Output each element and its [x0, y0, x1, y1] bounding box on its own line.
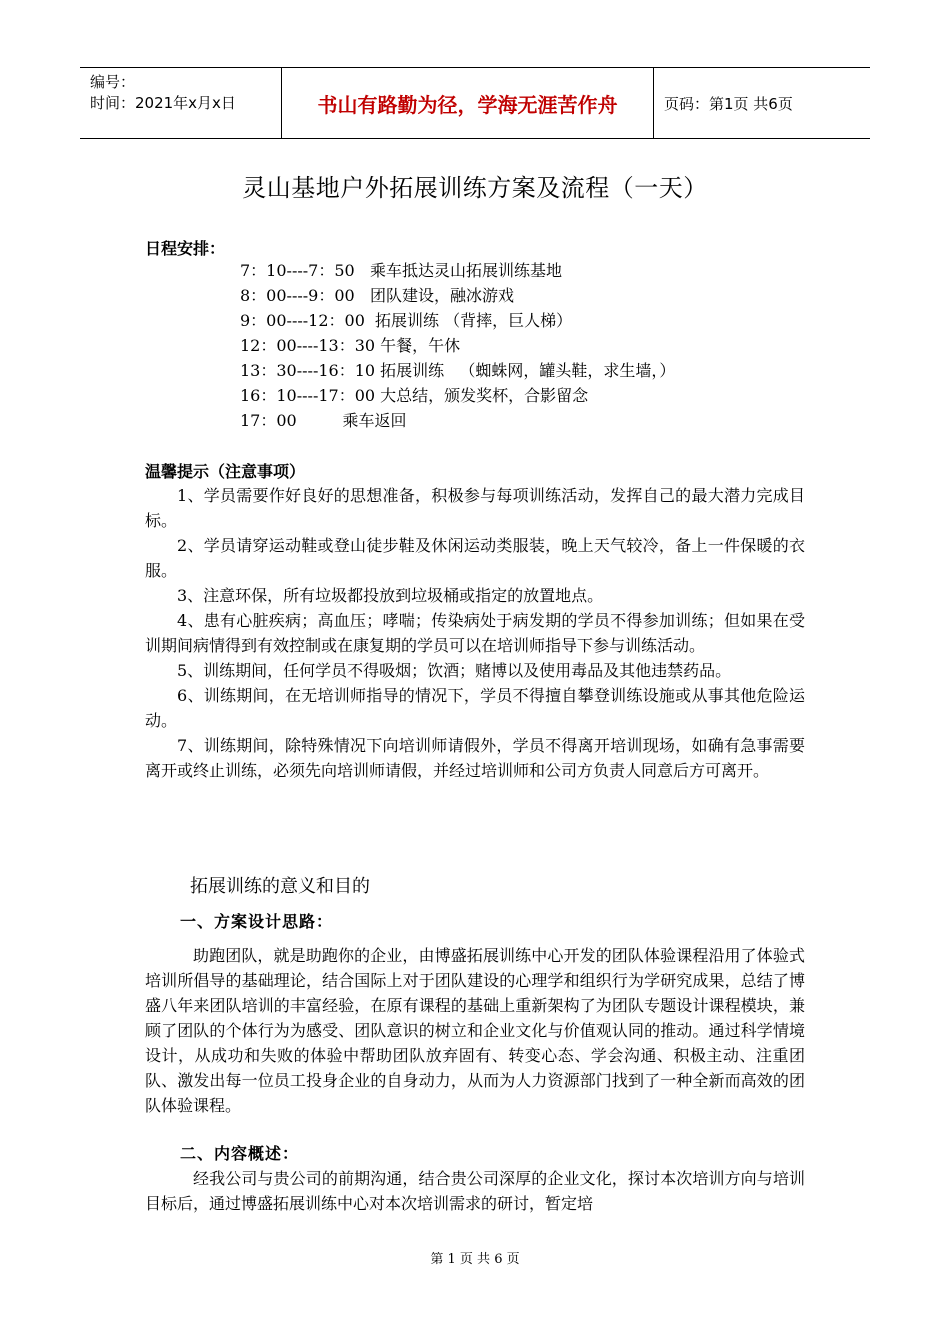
note-item: 2、学员请穿运动鞋或登山徒步鞋及休闲运动类服装，晚上天气较冷，备上一件保暖的衣服。	[145, 536, 805, 580]
page-footer: 第 1 页 共 6 页	[430, 1252, 520, 1267]
header-page-info: 页码：第1页 共6页	[664, 94, 793, 113]
schedule-item: 17：00 乘车返回	[240, 411, 407, 430]
header-table	[80, 67, 870, 139]
section-heading-overview: 二、内容概述：	[180, 1144, 300, 1163]
section-heading-design: 一、方案设计思路：	[180, 912, 334, 931]
header-motto: 书山有路勤为径，学海无涯苦作舟	[282, 68, 654, 138]
design-paragraph: 助跑团队，就是助跑你的企业，由博盛拓展训练中心开发的团队体验课程沿用了体验式培训所倡导的基础理论，结合国际上对于团队建设的心理学和组织行为学研究成果，总结了博盛八年来团队培训的丰富经验，在原有课程的基础上重新架构了为团队专题设计课程模块，兼顾了团队的个体行为为感受、团队意识的树立和企业文化与价值观认同的推动。通过科学情境设计，从成功和失败的体验中帮助团队放弃固有、转变心态、学会沟通、积极主动、注重团队、激发出每一位员工投身企业的自身动力，从而为人力资源部门找到了一种全新而高效的团队体验课程。	[145, 946, 805, 1115]
note-item: 3、注意环保，所有垃圾都投放到垃圾桶或指定的放置地点。	[177, 586, 604, 605]
schedule-item: 9：00----12：00 拓展训练 （背摔，巨人梯）	[240, 311, 573, 330]
document-number: 编号：	[90, 73, 136, 91]
schedule-item: 8：00----9：00 团队建设，融冰游戏	[240, 286, 514, 305]
notes-list	[145, 483, 805, 783]
schedule-label: 日程安排：	[145, 239, 226, 258]
header-meta	[80, 68, 282, 138]
document-date: 时间：2021年x月x日	[90, 94, 236, 112]
schedule-list	[240, 258, 840, 433]
schedule-item: 7：10----7：50 乘车抵达灵山拓展训练基地	[240, 261, 562, 280]
note-item: 4、患有心脏疾病；高血压；哮喘；传染病处于病发期的学员不得参加训练；但如果在受训期间病情得到有效控制或在康复期的学员可以在培训师指导下参与训练活动。	[145, 611, 805, 655]
section-title: 拓展训练的意义和目的	[190, 876, 370, 897]
overview-paragraph: 经我公司与贵公司的前期沟通，结合贵公司深厚的企业文化，探讨本次培训方向与培训目标后，通过博盛拓展训练中心对本次培训需求的研讨，暂定培	[145, 1169, 805, 1213]
note-item: 7、训练期间，除特殊情况下向培训师请假外，学员不得离开培训现场，如确有急事需要离开或终止训练，必须先向培训师请假，并经过培训师和公司方负责人同意后方可离开。	[145, 736, 805, 780]
note-item: 6、训练期间，在无培训师指导的情况下，学员不得擅自攀登训练设施或从事其他危险运动。	[145, 686, 805, 730]
schedule-item: 13：30----16：10 拓展训练 （蜘蛛网，罐头鞋，求生墙，）	[240, 361, 676, 380]
schedule-item: 12：00----13：30 午餐，午休	[240, 336, 461, 355]
note-item: 5、训练期间，任何学员不得吸烟；饮酒；赌博以及使用毒品及其他违禁药品。	[177, 661, 732, 680]
schedule-item: 16：10----17：00 大总结，颁发奖杯，合影留念	[240, 386, 589, 405]
notes-label: 温馨提示（注意事项）	[145, 462, 306, 481]
note-item: 1、学员需要作好良好的思想准备，积极参与每项训练活动，发挥自己的最大潜力完成目标。	[145, 486, 805, 530]
page-title: 灵山基地户外拓展训练方案及流程（一天）	[242, 174, 708, 202]
